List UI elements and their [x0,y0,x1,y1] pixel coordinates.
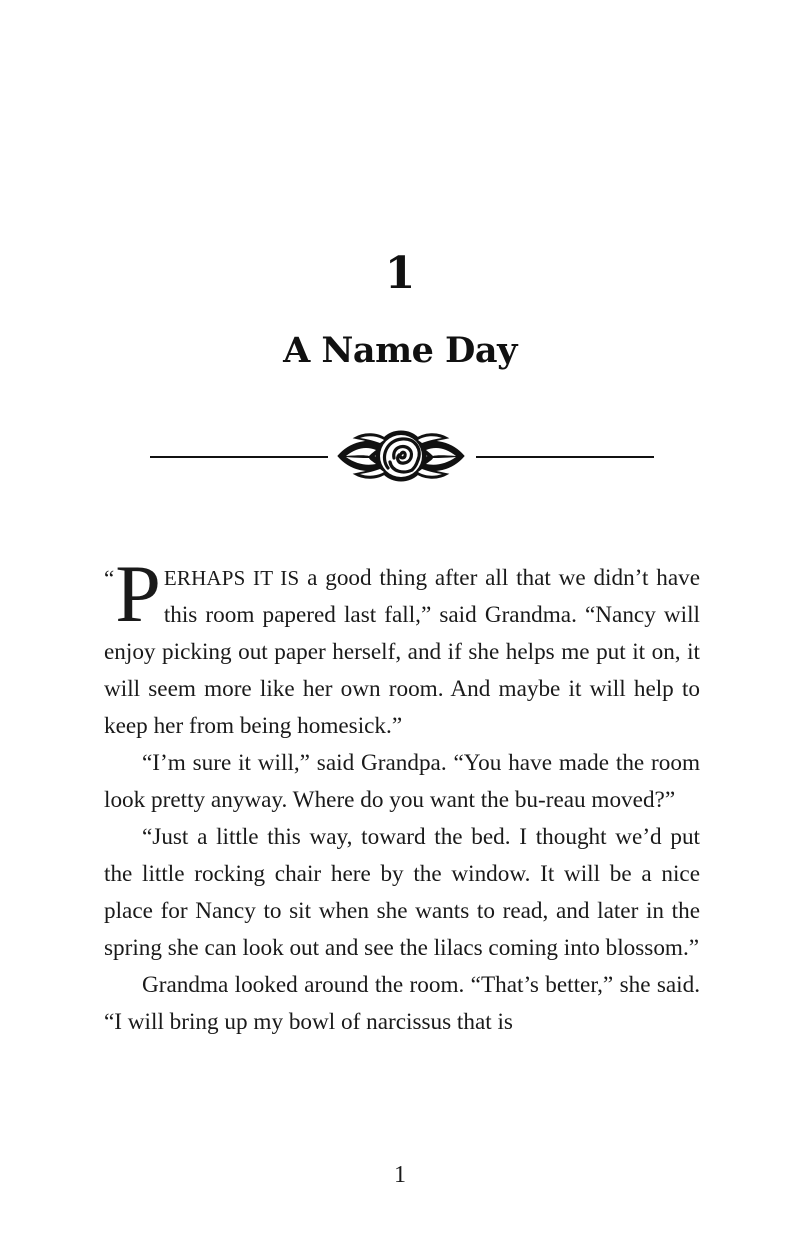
paragraph-1 [104,548,700,745]
paragraph-4: Grandma looked around the room. “That’s better,” she said. “I will bring up my bowl of narcissus that is [104,972,700,1035]
rose-flourish-icon [336,428,466,484]
drop-cap: P [115,548,161,639]
chapter-title: A Name Day [283,330,517,371]
paragraph-text: a good thing after all that we didn’t have this room papered last fall,” said Grandma. “Nancy will enjoy picking out paper herself, and if she helps me put it on, it will seem more like her own room. And maybe it will help to keep her from being homesick.” [104,565,700,739]
chapter-ornament [148,428,654,484]
paragraph-3: “Just a little this way, toward the bed. I thought we’d put the little rocking chair here by the window. It will be a nice place for Nancy to sit when she wants to read, and later in the spring she can look out and see the lilacs coming into blossom.” [104,824,700,961]
opening-quote: “ [104,566,115,591]
body-text [104,548,700,1041]
ornament-rule-left [150,456,328,458]
ornament-rule-right [476,456,654,458]
paragraph-2: “I’m sure it will,” said Grandpa. “You have made the room look pretty anyway. Where do you want the bu-reau moved?” [104,750,700,813]
opening-smallcaps: ERHAPS IT IS [163,566,300,590]
chapter-number: 1 [384,248,416,299]
page-number: 1 [394,1162,406,1188]
